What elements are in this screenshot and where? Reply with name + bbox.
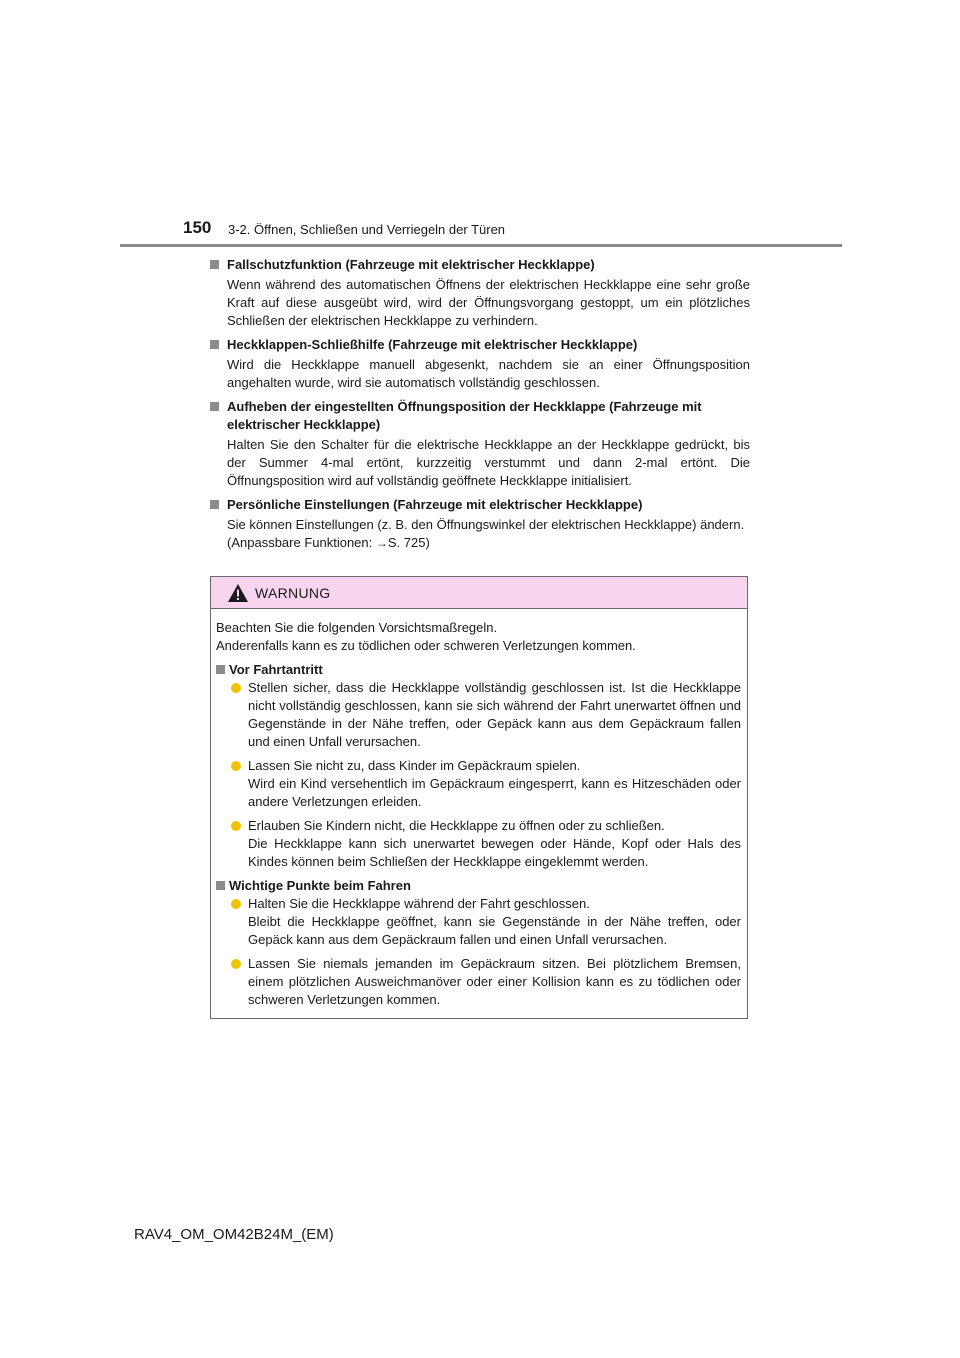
warning-body bbox=[211, 609, 747, 1009]
warning-intro-line: Beachten Sie die folgenden Vorsichtsmaßregeln. bbox=[216, 620, 498, 635]
square-marker-icon bbox=[210, 402, 219, 411]
square-marker-icon bbox=[216, 665, 225, 674]
section-paragraph: Halten Sie den Schalter für die elektrische Heckklappe an der Heckklappe gedrückt, bis der Summer 4-mal ertönt, kurzzeitig verstummt und dann 2-mal ertönt. Die Öffnungsposition wird auf vollständig geöffnete Heckklappe initialisiert. bbox=[227, 437, 750, 488]
reference-link[interactable]: S. 725) bbox=[387, 535, 430, 550]
page-number: 150 bbox=[183, 218, 212, 237]
section-body bbox=[227, 516, 750, 552]
bullet-continuation: Bleibt die Heckklappe geöffnet, kann sie Gegenstände in der Nähe treffen, oder Gepäck kann aus dem Gepäckraum fallen und einen Unfall verursachen. bbox=[248, 914, 741, 947]
warning-group-title: Vor Fahrtantritt bbox=[229, 662, 323, 677]
section-heading bbox=[210, 496, 750, 514]
bullet-text: Halten Sie die Heckklappe während der Fahrt geschlossen. bbox=[248, 896, 590, 911]
warning-bullet bbox=[216, 895, 741, 949]
warning-box bbox=[210, 576, 748, 1019]
bullet-text: Stellen sicher, dass die Heckklappe vollständig geschlossen ist. Ist die Heckklappe nicht vollständig geschlossen, kann sie sich während der Fahrt unerwartet öffnen und Gegenstände in der Nähe treffen, oder Gepäck kann aus dem Gepäckraum fallen und einen Unfall verursachen. bbox=[248, 680, 741, 749]
bullet-text: Lassen Sie niemals jemanden im Gepäckraum sitzen. Bei plötzlichem Bremsen, einem plötzlichen Ausweichmanöver oder einer Kollision kann es zu tödlichen oder schweren Verletzungen kommen. bbox=[248, 956, 741, 1007]
square-marker-icon bbox=[210, 500, 219, 509]
warning-bullet bbox=[216, 757, 741, 811]
warning-group-heading bbox=[216, 661, 741, 679]
section-body bbox=[227, 276, 750, 330]
warning-group-title: Wichtige Punkte beim Fahren bbox=[229, 878, 411, 893]
section-body bbox=[227, 436, 750, 490]
warning-group-heading bbox=[216, 877, 741, 895]
bullet-dot-icon bbox=[231, 899, 241, 909]
warning-bullet bbox=[216, 955, 741, 1009]
warning-bullet bbox=[216, 679, 741, 751]
bullet-text: Lassen Sie nicht zu, dass Kinder im Gepäckraum spielen. bbox=[248, 758, 581, 773]
square-marker-icon bbox=[210, 340, 219, 349]
bullet-dot-icon bbox=[231, 761, 241, 771]
bullet-continuation: Wird ein Kind versehentlich im Gepäckraum eingesperrt, kann es Hitzeschäden oder andere Verletzungen erleiden. bbox=[248, 776, 741, 809]
warning-header bbox=[211, 577, 747, 609]
bullet-dot-icon bbox=[231, 959, 241, 969]
section-heading bbox=[210, 398, 750, 434]
warning-label: WARNUNG bbox=[255, 585, 331, 601]
cross-reference bbox=[227, 534, 750, 552]
bullet-continuation: Die Heckklappe kann sich unerwartet bewegen oder Hände, Kopf oder Hals des Kindes können beim Schließen der Heckklappe eingeklemmt werden. bbox=[248, 836, 741, 869]
bullet-dot-icon bbox=[231, 821, 241, 831]
section-paragraph: Sie können Einstellungen (z. B. den Öffnungswinkel der elektrischen Heckklappe) ändern. bbox=[227, 517, 745, 532]
warning-bullet bbox=[216, 817, 741, 871]
document-code: RAV4_OM_OM42B24M_(EM) bbox=[134, 1226, 334, 1243]
reference-prefix: (Anpassbare Funktionen: bbox=[227, 535, 376, 550]
main-content bbox=[210, 256, 750, 558]
bullet-dot-icon bbox=[231, 683, 241, 693]
warning-intro-line: Anderenfalls kann es zu tödlichen oder schweren Verletzungen kommen. bbox=[216, 638, 636, 653]
warning-triangle-icon bbox=[227, 583, 249, 603]
section-title: Heckklappen-Schließhilfe (Fahrzeuge mit elektrischer Heckklappe) bbox=[227, 337, 638, 352]
square-marker-icon bbox=[216, 881, 225, 890]
section-paragraph: Wenn während des automatischen Öffnens der elektrischen Heckklappe eine sehr große Kraft auf diese ausgeübt wird, wird der Öffnungsvorgang gestoppt, um ein plötzliches Schließen der elektrischen Heckklappe zu verhindern. bbox=[227, 277, 750, 328]
arrow-right-icon: → bbox=[375, 536, 388, 550]
square-marker-icon bbox=[210, 260, 219, 269]
bullet-text: Erlauben Sie Kindern nicht, die Heckklappe zu öffnen oder zu schließen. bbox=[248, 818, 665, 833]
section-title: Fallschutzfunktion (Fahrzeuge mit elektrischer Heckklappe) bbox=[227, 257, 595, 272]
chapter-title: 3-2. Öffnen, Schließen und Verriegeln der Türen bbox=[228, 222, 506, 237]
section-title: Aufheben der eingestellten Öffnungsposition der Heckklappe (Fahrzeuge mit elektrischer Heckklappe) bbox=[227, 399, 702, 432]
warning-intro bbox=[216, 619, 741, 655]
header-rule bbox=[120, 244, 842, 247]
section-heading bbox=[210, 256, 750, 274]
section-title: Persönliche Einstellungen (Fahrzeuge mit elektrischer Heckklappe) bbox=[227, 497, 643, 512]
section-paragraph: Wird die Heckklappe manuell abgesenkt, nachdem sie an einer Öffnungsposition angehalten wurde, wird sie automatisch vollständig geschlossen. bbox=[227, 357, 750, 390]
section-body bbox=[227, 356, 750, 392]
section-heading bbox=[210, 336, 750, 354]
